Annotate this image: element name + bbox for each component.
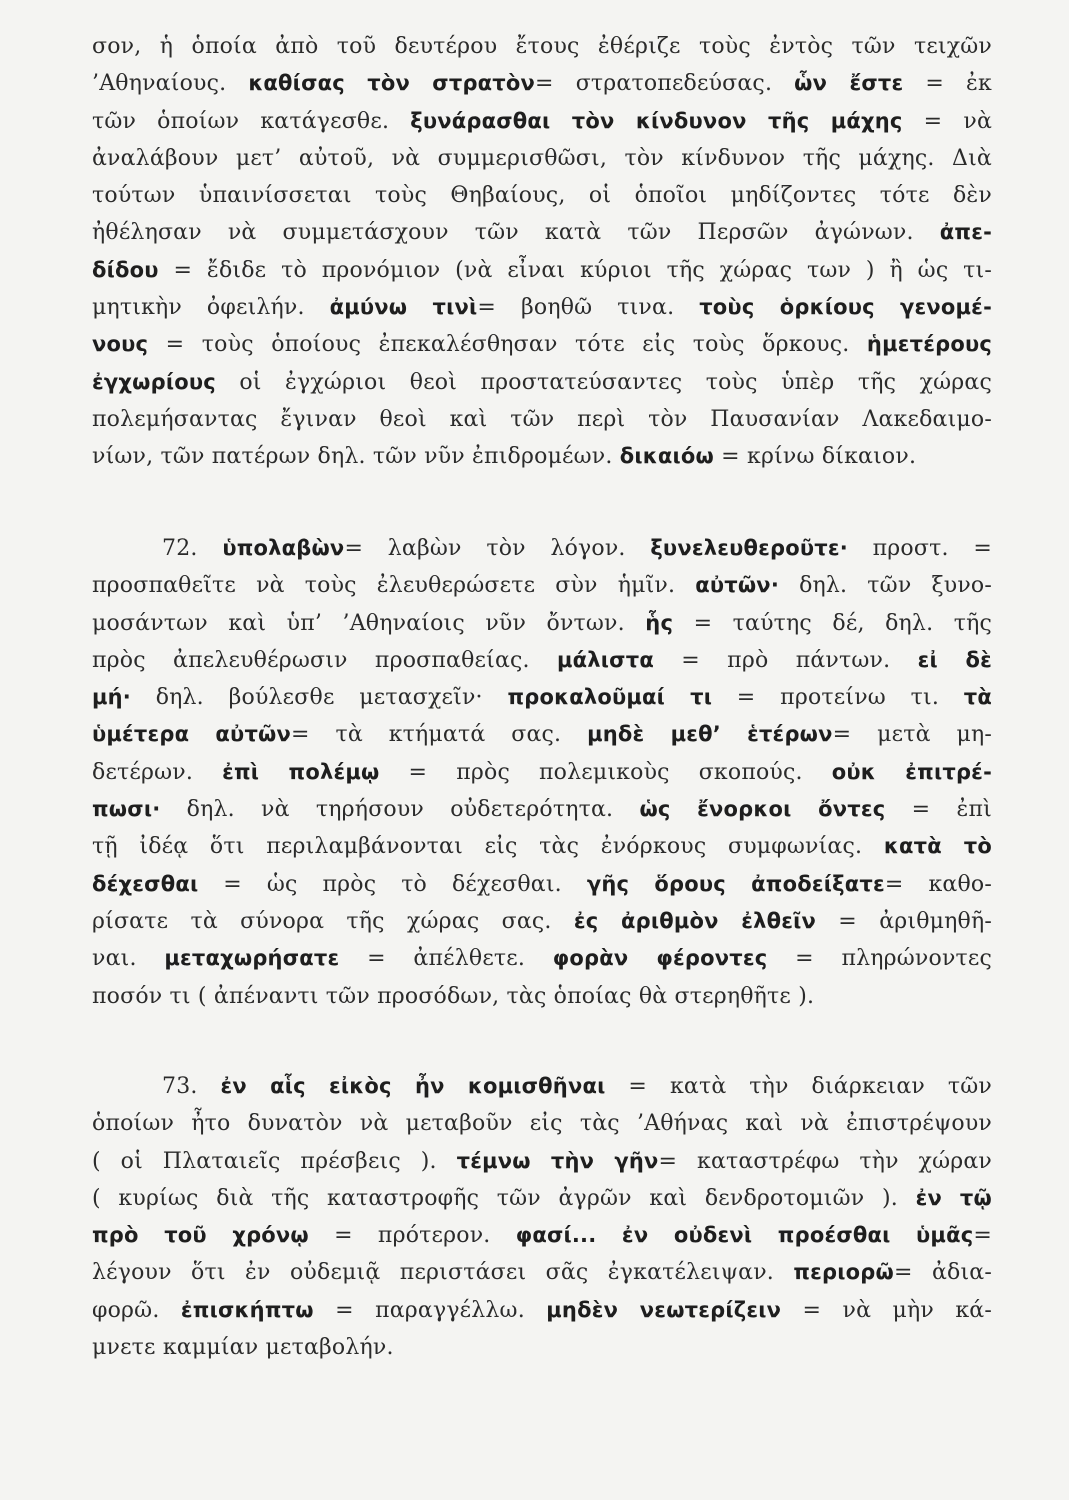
gloss-text: = ὡς πρὸς τὸ δέχεσθαι. xyxy=(198,871,587,897)
headword: ὑμέτερα αὐτῶν xyxy=(92,722,291,747)
text-line xyxy=(92,1254,992,1291)
gloss-text: = παραγγέλλω. xyxy=(313,1297,547,1323)
gloss-text: ναι. xyxy=(92,946,165,972)
headword: πωσι· xyxy=(92,797,161,822)
headword: φορὰν φέροντες xyxy=(552,946,768,971)
gloss-text: = πρὸ πάντων. xyxy=(653,647,918,673)
gloss-text: οἱ ἐγχώριοι θεοὶ προστατεύσαντες τοὺς ὑπὲρ τῆς χώρας xyxy=(215,369,992,395)
headword: κατὰ τὸ xyxy=(883,834,992,859)
headword: πρὸ τοῦ χρόνῳ xyxy=(92,1223,309,1248)
headword: αὐτῶν· xyxy=(695,573,779,598)
gloss-text: δηλ. βούλεσθε μετασχεῖν· xyxy=(130,685,508,711)
gloss-text: σον, ἡ ὁποία ἀπὸ τοῦ δευτέρου ἔτους ἐθέριζε τοὺς ἐντὸς τῶν τειχῶν xyxy=(92,34,992,59)
gloss-text: = πρὸς πολεμικοὺς σκοπούς. xyxy=(379,759,832,785)
gloss-text: = ἀριθμηθῆ- xyxy=(816,908,992,934)
gloss-text: τῇ ἰδέᾳ ὅτι περιλαμβάνονται εἰς τὰς ἐνόρκους συμφωνίας. xyxy=(92,834,884,860)
commentary-continuation xyxy=(92,28,992,476)
text-line xyxy=(92,28,992,65)
gloss-text: δηλ. νὰ τηρήσουν οὐδετερότητα. xyxy=(160,797,640,823)
headword: εἰ δὲ xyxy=(917,647,992,672)
headword: ἐγχωρίους xyxy=(92,369,216,394)
gloss-text: = κατὰ τὴν διάρκειαν τῶν xyxy=(605,1074,993,1099)
gloss-text: = ἀδια- xyxy=(893,1260,992,1286)
gloss-text: ἠθέλησαν νὰ συμμετάσχουν τῶν κατὰ τῶν Περσῶν ἀγώνων. xyxy=(92,220,940,246)
text-line xyxy=(92,940,992,977)
gloss-text: = τὰ κτήματά σας. xyxy=(291,722,588,748)
text-line xyxy=(92,177,992,214)
gloss-text: ’Αθηναίους. xyxy=(92,71,249,97)
text-line xyxy=(92,364,992,401)
headword: ὧν ἔστε xyxy=(794,71,904,96)
gloss-text: = πρότερον. xyxy=(308,1223,516,1249)
gloss-text: = προτείνω τι. xyxy=(712,685,964,711)
commentary-section-73 xyxy=(92,1068,992,1366)
text-line xyxy=(92,978,992,1015)
section-number: 72. xyxy=(162,536,223,561)
gloss-text: = καθο- xyxy=(884,871,992,897)
text-line xyxy=(92,791,992,828)
headword: ὡς ἔνορκοι ὄντες xyxy=(639,797,886,822)
text-line xyxy=(92,65,992,102)
text-line xyxy=(92,716,992,753)
headword: μή· xyxy=(92,685,131,710)
gloss-text: ἀναλάβουν μετ’ αὐτοῦ, νὰ συμμερισθῶσι, τὸν κίνδυνον τῆς μάχης. Διὰ xyxy=(92,145,992,171)
gloss-text: = νὰ μὴν κά- xyxy=(781,1297,992,1323)
gloss-text: λέγουν ὅτι ἐν οὐδεμιᾷ περιστάσει σᾶς ἐγκατέλειψαν. xyxy=(92,1260,794,1286)
headword: ἐπὶ πολέμῳ xyxy=(222,759,380,784)
headword: προκαλοῦμαί τι xyxy=(507,685,713,710)
text-line xyxy=(92,326,992,363)
headword: τοὺς ὁρκίους γενομέ- xyxy=(699,295,992,320)
text-line xyxy=(92,438,992,475)
gloss-text: ὁποίων ἦτο δυνατὸν νὰ μεταβοῦν εἰς τὰς ’Αθήνας καὶ νὰ ἐπιστρέψουν xyxy=(92,1111,992,1137)
headword: φασί... ἐν οὐδενὶ προέσθαι ὑμᾶς xyxy=(515,1223,974,1248)
text-line xyxy=(92,1068,992,1105)
section-number: 73. xyxy=(162,1074,221,1099)
gloss-text: = ταύτης δέ, δηλ. τῆς xyxy=(673,610,993,636)
gloss-text: φορῶ. xyxy=(92,1297,181,1323)
headword: ἀμύνω τινὶ xyxy=(329,295,478,320)
gloss-text: = ἐπὶ xyxy=(885,797,992,823)
headword: δίδου xyxy=(92,257,159,282)
headword: ἡμετέρους xyxy=(866,332,992,357)
text-line xyxy=(92,642,992,679)
gloss-text: τούτων ὑπαινίσσεται τοὺς Θηβαίους, οἱ ὁποῖοι μηδίζοντες τότε δὲν xyxy=(92,183,992,209)
headword: γῆς ὅρους ἀποδείξατε xyxy=(586,871,885,896)
gloss-text: ( κυρίως διὰ τῆς καταστροφῆς τῶν ἀγρῶν καὶ δενδροτομιῶν ). xyxy=(92,1185,916,1211)
headword: μεταχωρήσατε xyxy=(164,946,340,971)
text-line xyxy=(92,1329,992,1366)
headword: τὰ xyxy=(963,685,992,710)
gloss-text: = ἔδιδε τὸ προνόμιον (νὰ εἶναι κύριοι τῆς χώρας των ) ἢ ὡς τι- xyxy=(158,257,992,283)
text-line xyxy=(92,401,992,438)
headword: οὐκ ἐπιτρέ- xyxy=(831,759,992,784)
gloss-text: πρὸς ἀπελευθέρωσιν προσπαθείας. xyxy=(92,647,558,673)
text-line xyxy=(92,140,992,177)
gloss-text: νίων, τῶν πατέρων δηλ. τῶν νῦν ἐπιδρομέων. xyxy=(92,444,620,470)
text-line xyxy=(92,1143,992,1180)
gloss-text: μητικὴν ὀφειλήν. xyxy=(92,295,330,321)
headword: ἧς xyxy=(645,610,674,635)
headword: ἀπε- xyxy=(939,220,992,245)
text-line xyxy=(92,1292,992,1329)
text-line xyxy=(92,214,992,251)
text-line xyxy=(92,1105,992,1142)
text-line xyxy=(92,828,992,865)
headword: μηδὲ μεθ’ ἑτέρων xyxy=(587,722,833,747)
text-line xyxy=(92,866,992,903)
text-line xyxy=(92,679,992,716)
text-line xyxy=(92,1217,992,1254)
gloss-text: τῶν ὁποίων κατάγεσθε. xyxy=(92,108,411,134)
gloss-text: = λαβὼν τὸν λόγον. xyxy=(344,536,651,561)
gloss-text: προστ. = xyxy=(847,536,992,561)
text-line xyxy=(92,567,992,604)
gloss-text: = βοηθῶ τινα. xyxy=(477,295,700,321)
gloss-text: δηλ. τῶν ξυνο- xyxy=(779,573,993,599)
commentary-section-72 xyxy=(92,530,992,1015)
headword: καθίσας τὸν στρατὸν xyxy=(248,71,536,96)
text-line xyxy=(92,754,992,791)
headword: ἐν αἷς εἰκὸς ἦν κομισθῆναι xyxy=(220,1074,606,1098)
gloss-text: μοσάντων καὶ ὑπ’ ’Αθηναίοις νῦν ὄντων. xyxy=(92,610,646,636)
headword: ἐν τῷ xyxy=(915,1185,992,1210)
headword: μηδὲν νεωτερίζειν xyxy=(546,1297,782,1322)
headword: δέχεσθαι xyxy=(92,871,199,896)
headword: ἐπισκήπτω xyxy=(180,1297,314,1322)
text-line xyxy=(92,1180,992,1217)
headword: νους xyxy=(92,332,149,357)
headword: περιορῶ xyxy=(793,1260,894,1285)
gloss-text: = ἀπέλθετε. xyxy=(339,946,553,972)
gloss-text: = στρατοπεδεύσας. xyxy=(535,71,795,97)
gloss-text: πολεμήσαντας ἔγιναν θεοὶ καὶ τῶν περὶ τὸν Παυσανίαν Λακεδαιμο- xyxy=(92,406,992,432)
gloss-text: = τοὺς ὁποίους ἐπεκαλέσθησαν τότε εἰς τοὺς ὅρκους. xyxy=(148,332,867,358)
text-line xyxy=(92,605,992,642)
headword: μάλιστα xyxy=(557,647,654,672)
gloss-text: = πληρώνοντες xyxy=(767,946,993,972)
text-line xyxy=(92,252,992,289)
gloss-text: ( οἱ Πλαταιεῖς πρέσβεις ). xyxy=(92,1148,457,1174)
headword: ὑπολαβὼν xyxy=(222,536,345,560)
headword: τέμνω τὴν γῆν xyxy=(456,1148,659,1173)
text-line xyxy=(92,530,992,567)
gloss-text: = μετὰ μη- xyxy=(832,722,992,748)
headword: ξυνελευθεροῦτε· xyxy=(650,536,848,560)
gloss-text: προσπαθεῖτε νὰ τοὺς ἐλευθερώσετε σὺν ἡμῖν. xyxy=(92,573,696,599)
gloss-text: = νὰ xyxy=(902,108,993,134)
text-line xyxy=(92,289,992,326)
gloss-text: ρίσατε τὰ σύνορα τῆς χώρας σας. xyxy=(92,908,574,934)
text-line xyxy=(92,903,992,940)
gloss-text: μνετε καμμίαν μεταβολήν. xyxy=(92,1335,394,1361)
gloss-text: ποσόν τι ( ἀπέναντι τῶν προσόδων, τὰς ὁποίας θὰ στερηθῆτε ). xyxy=(92,983,815,1009)
gloss-text: = κρίνω δίκαιον. xyxy=(713,444,917,470)
gloss-text: = xyxy=(973,1223,992,1249)
gloss-text: = ἐκ xyxy=(903,71,992,97)
headword: δικαιόω xyxy=(619,444,714,469)
gloss-text: δετέρων. xyxy=(92,759,223,785)
gloss-text: = καταστρέφω τὴν χώραν xyxy=(658,1148,992,1174)
headword: ἐς ἀριθμὸν ἐλθεῖν xyxy=(573,908,817,933)
text-line xyxy=(92,103,992,140)
headword: ξυνάρασθαι τὸν κίνδυνον τῆς μάχης xyxy=(410,108,903,133)
